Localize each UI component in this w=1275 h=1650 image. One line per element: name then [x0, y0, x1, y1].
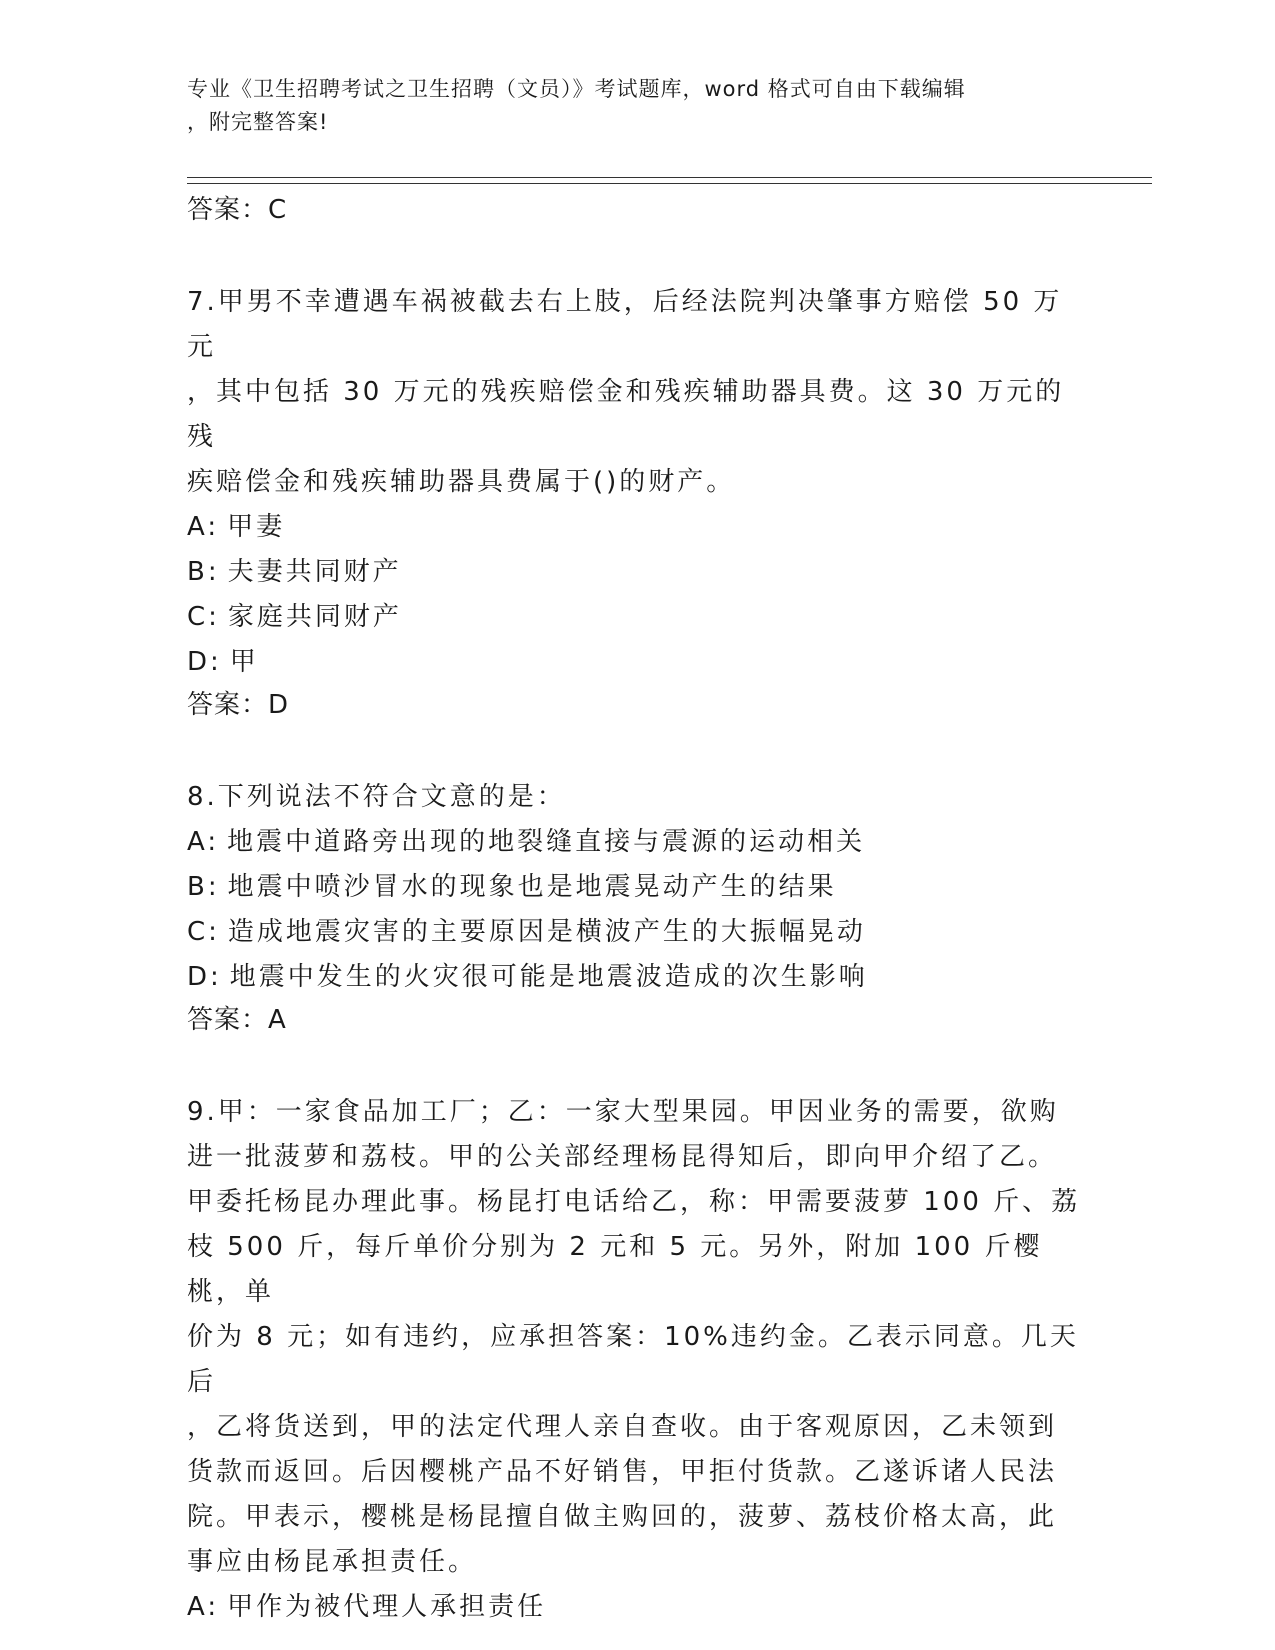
- option-b: [187, 865, 1087, 910]
- option-a: [187, 505, 1087, 550]
- option-a: [187, 820, 1087, 865]
- question-list: [187, 190, 1087, 1630]
- option-c: [187, 595, 1087, 640]
- option-text: 甲作为被代理人承担责任: [227, 1592, 547, 1622]
- option-d: [187, 640, 1087, 685]
- option-key: A:: [187, 827, 220, 857]
- question-line: 9.甲：一家食品加工厂；乙：一家大型果园。甲因业务的需要，欲购: [187, 1097, 1059, 1127]
- option-c: [187, 910, 1087, 955]
- option-text: 地震中发生的火灾很可能是地震波造成的次生影响: [229, 962, 868, 992]
- question-line: 进一批菠萝和荔枝。甲的公关部经理杨昆得知后，即向甲介绍了乙。: [187, 1142, 1058, 1172]
- question-line: 8.下列说法不符合文意的是：: [187, 782, 566, 812]
- question-line: 院。甲表示，樱桃是杨昆擅自做主购回的，菠萝、荔枝价格太高，此: [187, 1502, 1058, 1532]
- question-text: [187, 1090, 1087, 1585]
- question-line: ，乙将货送到，甲的法定代理人亲自查收。由于客观原因，乙未领到: [187, 1412, 1058, 1442]
- header-line-1: 专业《卫生招聘考试之卫生招聘（文员）》考试题库，word 格式可自由下载编辑: [187, 77, 966, 101]
- document-header: [187, 73, 1067, 139]
- question-7: [187, 280, 1087, 725]
- question-line: 7.甲男不幸遭遇车祸被截去右上肢，后经法院判决肇事方赔偿 50 万元: [187, 287, 1063, 362]
- spacer: [187, 230, 1087, 280]
- option-text: 地震中道路旁出现的地裂缝直接与震源的运动相关: [227, 827, 866, 857]
- question-8: [187, 775, 1087, 1040]
- header-divider-bottom: [187, 183, 1152, 184]
- option-text: 甲: [229, 647, 259, 677]
- question-line: 甲委托杨昆办理此事。杨昆打电话给乙，称：甲需要菠萝 100 斤、荔: [187, 1187, 1081, 1217]
- option-key: D:: [187, 962, 222, 992]
- option-key: D:: [187, 647, 222, 677]
- option-key: C:: [187, 917, 220, 947]
- option-text: 甲妻: [227, 512, 286, 542]
- header-divider-top: [187, 177, 1152, 178]
- question-line: 事应由杨昆承担责任。: [187, 1547, 478, 1577]
- option-text: 家庭共同财产: [227, 602, 402, 632]
- header-line-2: ，附完整答案!: [187, 110, 329, 134]
- option-key: C:: [187, 602, 220, 632]
- option-key: A:: [187, 1592, 220, 1622]
- option-key: B:: [187, 557, 220, 587]
- spacer: [187, 725, 1087, 775]
- option-key: B:: [187, 872, 220, 902]
- option-text: 地震中喷沙冒水的现象也是地震晃动产生的结果: [227, 872, 837, 902]
- answer-line: 答案：D: [187, 690, 290, 720]
- question-text: [187, 775, 1087, 820]
- question-line: 货款而返回。后因樱桃产品不好销售，甲拒付货款。乙遂诉诸人民法: [187, 1457, 1058, 1487]
- option-a: [187, 1585, 1087, 1630]
- question-line: 枝 500 斤，每斤单价分别为 2 元和 5 元。另外，附加 100 斤樱桃，单: [187, 1232, 1043, 1307]
- answer-line: 答案：A: [187, 1005, 287, 1035]
- option-d: [187, 955, 1087, 1000]
- question-line: ，其中包括 30 万元的残疾赔偿金和残疾辅助器具费。这 30 万元的残: [187, 377, 1065, 452]
- option-b: [187, 550, 1087, 595]
- option-text: 造成地震灾害的主要原因是横波产生的大振幅晃动: [227, 917, 866, 947]
- question-9: [187, 1090, 1087, 1630]
- question-line: 疾赔偿金和残疾辅助器具费属于()的财产。: [187, 467, 736, 497]
- question-line: 价为 8 元；如有违约，应承担答案：10%违约金。乙表示同意。几天后: [187, 1322, 1079, 1397]
- option-key: A:: [187, 512, 220, 542]
- answer-line: 答案：C: [187, 195, 288, 225]
- option-text: 夫妻共同财产: [227, 557, 402, 587]
- question-text: [187, 280, 1087, 505]
- spacer: [187, 1040, 1087, 1090]
